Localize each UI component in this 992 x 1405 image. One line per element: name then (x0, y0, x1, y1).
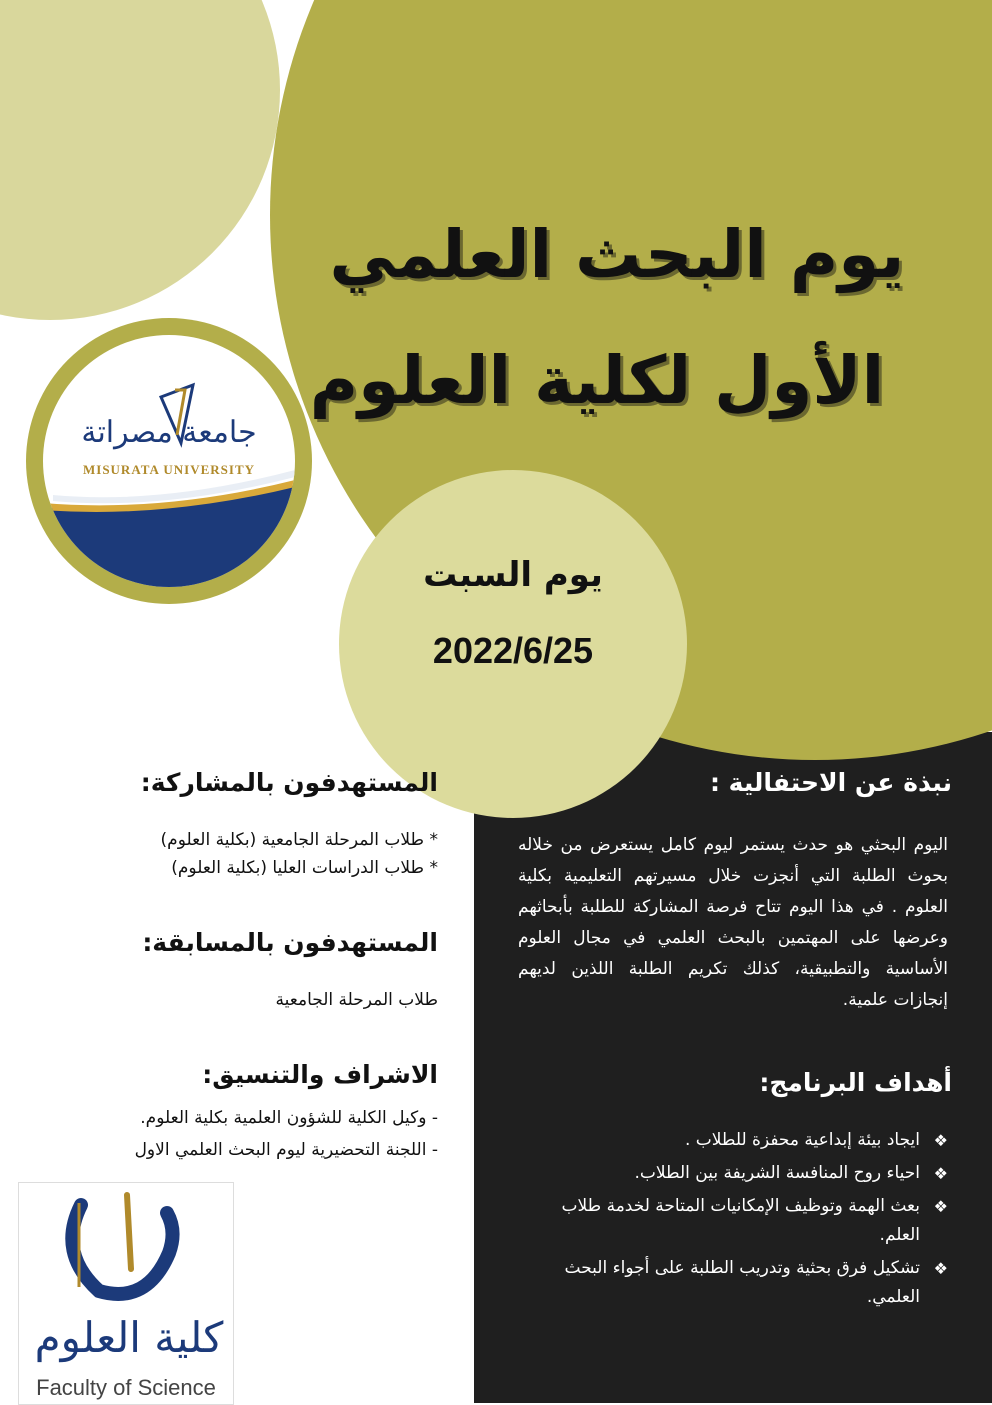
list-item: - اللجنة التحضيرية ليوم البحث العلمي الاول (134, 1140, 438, 1160)
university-name-arabic: جامعة مصراتة (81, 415, 257, 450)
goal-item: ❖ تشكيل فرق بحثية وتدريب الطلبة على أجواء البحث العلمي. (518, 1254, 948, 1312)
event-date: 2022/6/25 (432, 630, 594, 671)
light-circle-top-left (0, 0, 280, 320)
goal-item: ❖ بعث الهمة وتوظيف الإمكانيات المتاحة لخدمة طلاب العلم. (518, 1192, 948, 1250)
diamond-bullet-icon: ❖ (933, 1131, 948, 1150)
diamond-bullet-icon: ❖ (933, 1197, 948, 1216)
list-item: * طلاب المرحلة الجامعية (بكلية العلوم) (160, 830, 438, 850)
misurata-university-logo (43, 335, 295, 587)
list-item: - وكيل الكلية للشؤون العلمية بكلية العلوم. (140, 1108, 438, 1128)
supervision-heading: الاشراف والتنسيق: (202, 1060, 438, 1089)
competition-text: طلاب المرحلة الجامعية (275, 990, 438, 1010)
title-line-1: يوم البحث العلمي (329, 216, 905, 293)
title-line-2: الأول لكلية العلوم (309, 342, 885, 419)
university-emblem-icon (43, 335, 295, 587)
event-day: يوم السبت (423, 555, 603, 595)
faculty-of-science-logo (18, 1182, 234, 1405)
goal-item: ❖ ايجاد بيئة إبداعية محفزة للطلاب . (518, 1126, 948, 1155)
goals-list (518, 1126, 948, 1316)
participants-heading: المستهدفون بالمشاركة: (140, 768, 438, 797)
about-heading: نبذة عن الاحتفالية : (709, 768, 952, 797)
faculty-name-arabic: كلية العلوم (34, 1313, 224, 1362)
participants-list (18, 826, 438, 882)
about-text: اليوم البحثي هو حدث يستمر ليوم كامل يستعرض من خلاله بحوث الطلبة التي أنجزت خلال مسيرتهم التعليمية بكلية العلوم . في هذا اليوم تتاح فرصة المشاركة للطلبة بأبحاثهم وعرضها على المهتمين بالبحث العلمي في مجال العلوم الأساسية والتطبيقية، كذلك تكريم الطلبة اللذين لديهم إنجازات علمية. (518, 835, 948, 1010)
diamond-bullet-icon: ❖ (933, 1259, 948, 1278)
faculty-name-english: Faculty of Science (36, 1375, 216, 1400)
university-name-english: MISURATA UNIVERSITY (82, 462, 256, 477)
faculty-emblem-icon (19, 1183, 233, 1313)
supervision-list (0, 1102, 438, 1166)
competition-heading: المستهدفون بالمسابقة: (142, 928, 438, 957)
goal-item: ❖ احياء روح المنافسة الشريفة بين الطلاب. (518, 1159, 948, 1188)
diamond-bullet-icon: ❖ (933, 1164, 948, 1183)
list-item: * طلاب الدراسات العليا (بكلية العلوم) (171, 858, 438, 878)
goals-heading: أهداف البرنامج: (759, 1068, 952, 1097)
